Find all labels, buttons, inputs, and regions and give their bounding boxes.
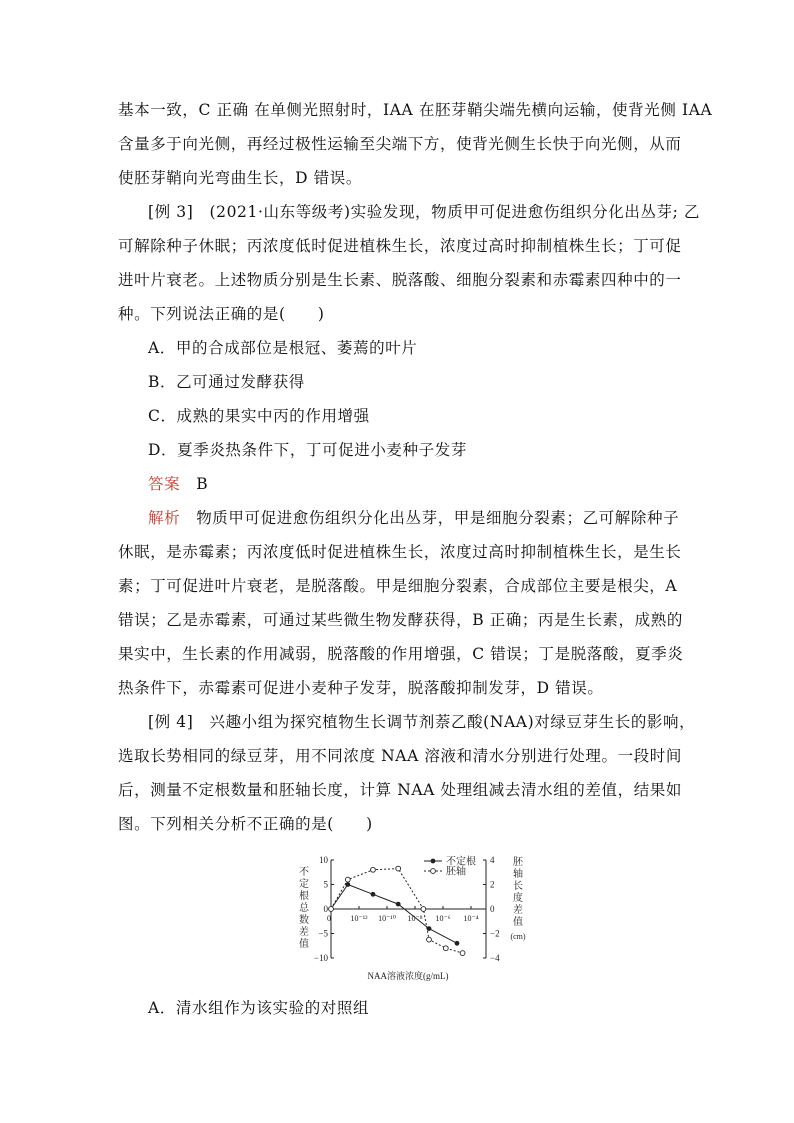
y-axis-title-right-char: 差 [513,905,523,916]
legend-label-胚轴: 胚轴 [446,866,466,878]
option-d: D．夏季炎热条件下，丁可促进小麦种子发芽 [148,441,467,459]
y-axis-title-left-char: 数 [299,915,309,926]
answer-label: 答案 [148,475,181,493]
y-tick-label-left: 5 [323,879,328,890]
y-tick-label-right: −4 [490,953,500,963]
data-point-不定根 [345,882,350,887]
data-point-不定根 [455,941,460,946]
y-axis-title-right-char: 值 [513,917,523,928]
analysis-text: 素；丁可促进叶片衰老，是脱落酸。甲是细胞分裂素，合成部位主要是根尖，A [118,577,678,595]
analysis-text: 物质甲可促进愈伤组织分化出丛芽，甲是细胞分裂素；乙可解除种子 [196,509,680,527]
analysis-text: 错误；乙是赤霉素，可通过某些微生物发酵获得，B 正确；丙是生长素，成熟的 [118,611,683,629]
x-tick-label: 10⁻¹² [350,914,368,923]
example3-stem: 进叶片衰老。上述物质分别是生长素、脱落酸、细胞分裂素和赤霉素四种中的一 [118,271,682,289]
data-point-胚轴 [371,867,376,872]
option-a: A．清水组作为该实验的对照组 [148,999,370,1017]
y-axis-title-right-unit: (cm) [510,932,526,941]
data-point-不定根 [396,902,401,907]
y-axis-title-left-char: 根 [299,891,309,902]
text-line: 使胚芽鞘向光弯曲生长，D 错误。 [118,169,362,187]
y-tick-label-left: −10 [313,953,328,963]
data-point-胚轴 [427,937,432,942]
legend-marker-不定根 [431,859,436,864]
legend-label-不定根: 不定根 [446,856,476,868]
analysis-text: 热条件下，赤霉素可促进小麦种子发芽，脱落酸抑制发芽，D 错误。 [118,679,604,697]
analysis-text: 果实中，生长素的作用减弱，脱落酸的作用增强，C 错误；丁是脱落酸，夏季炎 [118,645,684,663]
data-point-不定根 [371,892,376,897]
y-tick-label-left: 10 [319,855,328,865]
text-line: 含量多于向光侧，再经过极性运输至尖端下方，使背光侧生长快于向光侧，从而 [118,135,682,153]
analysis-text: 休眠，是赤霉素；丙浓度低时促进植株生长，浓度过高时抑制植株生长，是生长 [118,543,682,561]
example4-stem: [例 4] 兴趣小组为探究植物生长调节剂萘乙酸(NAA)对绿豆芽生长的影响， [148,713,696,731]
x-tick-label: 10⁻¹⁰ [378,914,396,923]
y-axis-title-right-char: 胚 [513,857,523,868]
y-axis-title-left-char: 总 [299,903,309,914]
option-c: C．成熟的果实中丙的作用增强 [148,407,370,425]
y-tick-label-right: 4 [490,855,495,865]
x-tick-label: 10⁻⁸ [407,914,423,923]
y-axis-title-right-char: 度 [513,893,523,904]
answer-line [148,474,208,494]
data-point-胚轴 [443,946,448,951]
analysis-line [148,508,679,528]
option-a: A．甲的合成部位是根冠、萎蔫的叶片 [148,339,418,357]
data-point-胚轴 [345,877,350,882]
y-axis-title-right-char: 长 [513,881,523,892]
y-axis-title-left-char: 不 [299,867,309,878]
x-tick-label: 0 [327,914,331,923]
example3-stem: 可解除种子休眠；丙浓度低时促进植株生长，浓度过高时抑制植株生长；丁可促 [118,237,682,255]
data-point-胚轴 [460,951,465,956]
example4-stem: 选取长势相同的绿豆芽，用不同浓度 NAA 溶液和清水分别进行处理。一段时间 [118,747,683,765]
example4-stem: 后，测量不定根数量和胚轴长度，计算 NAA 处理组减去清水组的差值，结果如 [118,781,683,799]
example4-stem: 图。下列相关分析不正确的是( ) [118,815,373,833]
analysis-label: 解析 [148,509,181,527]
chart-legend [424,855,476,878]
y-tick-label-right: −2 [490,928,500,939]
chart-marks [329,866,465,955]
y-tick-label-left: 0 [323,904,328,914]
y-tick-label-left: −5 [318,928,328,939]
example3-stem: [例 3] (2021·山东等级考)实验发现，物质甲可促进愈伤组织分化出丛芽; 乙 [148,203,701,221]
naa-chart [296,855,536,985]
y-tick-label-right: 0 [490,904,495,914]
y-axis-title-left-char: 值 [299,939,309,950]
text-line: 基本一致，C 正确 在单侧光照射时，IAA 在胚芽鞘尖端先横向运输，使背光侧 IAA [118,101,713,119]
answer-value: B [196,475,209,493]
x-tick-label: 10⁻⁴ [463,914,479,923]
chart-axes [299,855,526,981]
y-axis-title-left-char: 差 [299,927,309,938]
example3-stem: 种。下列说法正确的是( ) [118,305,325,323]
legend-marker-胚轴 [431,869,436,874]
x-axis-title: NAA溶液浓度(g/mL) [367,971,449,981]
option-b: B．乙可通过发酵获得 [148,373,305,391]
data-point-胚轴 [421,907,426,912]
y-axis-title-left-char: 定 [299,879,309,890]
x-tick-label: 10⁻⁶ [435,914,451,923]
series-line-胚轴 [331,869,463,954]
y-tick-label-right: 2 [490,879,495,890]
data-point-胚轴 [329,907,334,912]
y-axis-title-right-char: 轴 [513,869,523,880]
data-point-胚轴 [396,866,401,871]
